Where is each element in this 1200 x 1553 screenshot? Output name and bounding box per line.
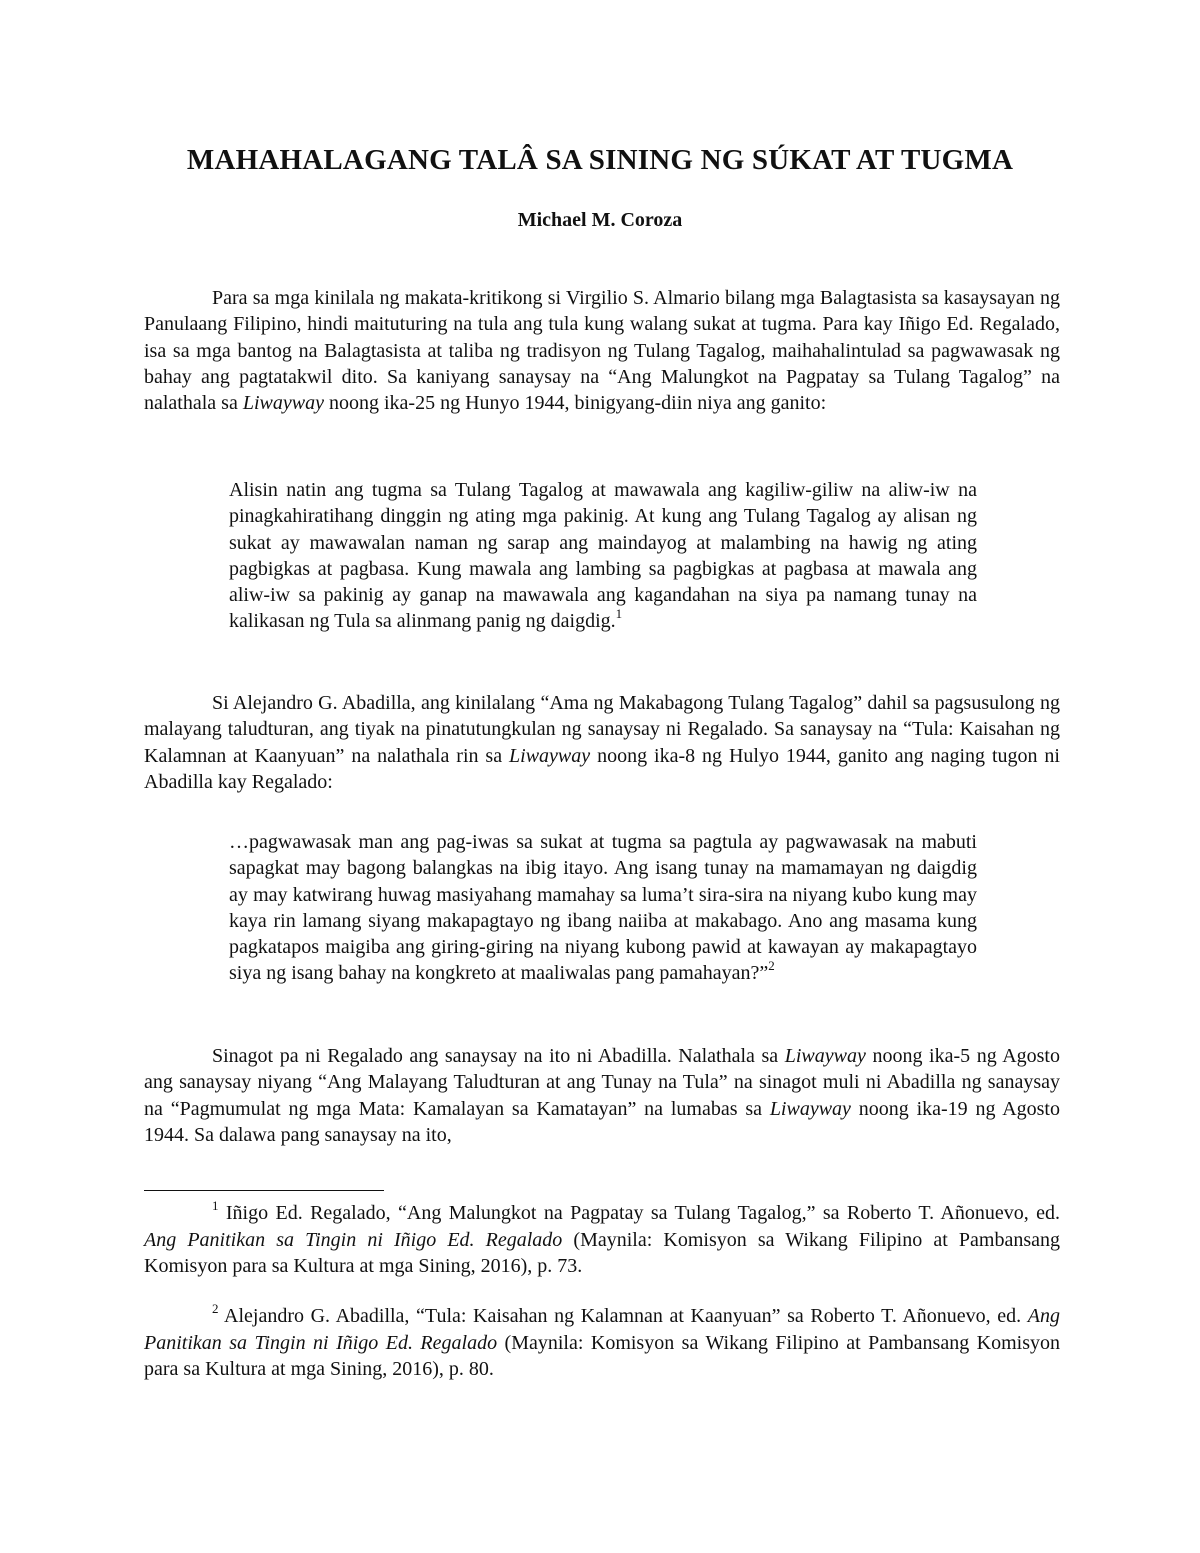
footnote-separator — [144, 1190, 384, 1191]
footnote-text: (Maynila: Komisyon sa Wikang Filipino at Pambansang Komisyon para sa Kultura at mga Sining, 2016), p. 80. — [144, 1331, 1061, 1380]
footnote-text: Alejandro G. Abadilla, “Tula: Kaisahan ng Kalamnan at Kaanyuan” sa Roberto T. Añonuevo, ed. — [218, 1305, 1028, 1327]
body-paragraph-3 — [144, 1043, 1060, 1148]
paragraph-text: noong ika-8 ng Hulyo 1944, ganito ang naging tugon ni Abadilla kay Regalado: — [144, 744, 1060, 793]
body-paragraph-2 — [144, 690, 1060, 795]
footnote-number: 1 — [212, 1198, 219, 1213]
paragraph-text: noong ika-19 ng Agosto 1944. Sa dalawa pang sanaysay na ito, — [144, 1097, 1060, 1146]
block-quote-2 — [229, 829, 977, 987]
paragraph-text: Para sa mga kinilala ng makata-kritikong si Virgilio S. Almario bilang mga Balagtasista sa kasaysayan ng Panulaang Filipino, hindi maituturing na tula ang tula kung walang sukat at tugma. Para kay Iñigo Ed. Regalado, isa sa mga bantog na Balagtasista at taliba ng tradisyon ng Tulang Tagalog, maihahalintulad sa pagwawasak ng bahay ang pagtatakwil dito. Sa kaniyang sanaysay na “Ang Malungkot na Pagpatay sa Tulang Tagalog” na nalathala sa — [144, 287, 1060, 415]
paragraph-text: Sinagot pa ni Regalado ang sanaysay na ito ni Abadilla. Nalathala sa — [212, 1045, 785, 1067]
italic-title: Liwayway — [242, 392, 324, 415]
footnote-reference: 1 — [615, 606, 623, 622]
paragraph-text: noong ika-5 ng Agosto ang sanaysay niyang “Ang Malayang Taludturan at ang Tunay na Tula” na sinagot muli ni Abadilla ng sanaysay na “Pagmumulat ng mga Mata: Kamalayan sa Kamatayan” na lumabas sa — [144, 1045, 1060, 1120]
footnote-1 — [144, 1200, 1060, 1280]
italic-title: Liwayway — [784, 1045, 866, 1067]
italic-title: Liwayway — [769, 1097, 851, 1120]
footnote-text: (Maynila: Komisyon sa Wikang Filipino at Pambansang Komisyon para sa Kultura at mga Sining, 2016), p. 73. — [144, 1228, 1060, 1277]
quote-text: Alisin natin ang tugma sa Tulang Tagalog at mawawala ang kagiliw-giliw na aliw-iw na pinagkahiratihang dinggin ng ating mga pakinig. At kung ang Tulang Tagalog ay alisan ng sukat ay mawawalan naman ng sarap ang maindayog at malambing na hawig ng ating pagbigkas at pagbasa. Kung mawala ang lambing sa pagbigkas at pagbasa at mawala ang aliw-iw sa pakinig ay ganap na mawawala ang kagandahan na siya pa namang tunay na kalikasan ng Tula sa alinmang panig ng daigdig. — [229, 479, 977, 633]
italic-title: Liwayway — [509, 744, 591, 767]
footnote-text: Iñigo Ed. Regalado, “Ang Malungkot na Pagpatay sa Tulang Tagalog,” sa Roberto T. Añonuevo, ed. — [218, 1202, 1060, 1224]
body-paragraph-1 — [144, 285, 1060, 416]
author-name: Michael M. Coroza — [517, 209, 683, 231]
footnote-reference: 2 — [768, 958, 775, 974]
footnote-number: 2 — [212, 1301, 219, 1316]
page-title: MAHAHALAGANG TALÂ SA SINING NG SÚKAT AT TUGMA — [186, 144, 1014, 176]
footnote-2 — [144, 1303, 1060, 1383]
italic-title: Ang Panitikan sa Tingin ni Iñigo Ed. Regalado — [144, 1228, 563, 1251]
italic-title: Ang Panitikan sa Tingin ni Iñigo Ed. Regalado — [144, 1305, 1060, 1354]
block-quote-1 — [229, 477, 977, 635]
paragraph-text: Si Alejandro G. Abadilla, ang kinilalang “Ama ng Makabagong Tulang Tagalog” dahil sa pagsusulong ng malayang taludturan, ang tiyak na pinatutungkulan ng sanaysay ni Regalado. Sa sanaysay na “Tula: Kaisahan ng Kalamnan at Kaanyuan” na nalathala rin sa — [144, 692, 1060, 767]
quote-text: …pagwawasak man ang pag-iwas sa sukat at tugma sa pagtula ay pagwawasak na mabuti sapagkat may bagong balangkas na ibig itayo. Ang isang tunay na mamamayan ng daigdig ay may katwirang huwag masiyahang mamahay sa luma’t sira-sira na niyang kubo kung may kaya rin lamang siyang makapagtayo ng ibang naiiba at makabago. Ano ang masama kung pagkatapos maigiba ang giring-giring na niyang kubong pawid at kawayan ay makapagtayo siya ng isang bahay na kongkreto at maaliwalas pang pamahayan?” — [229, 831, 977, 985]
paragraph-text: noong ika-25 ng Hunyo 1944, binigyang-diin niya ang ganito: — [323, 392, 827, 415]
